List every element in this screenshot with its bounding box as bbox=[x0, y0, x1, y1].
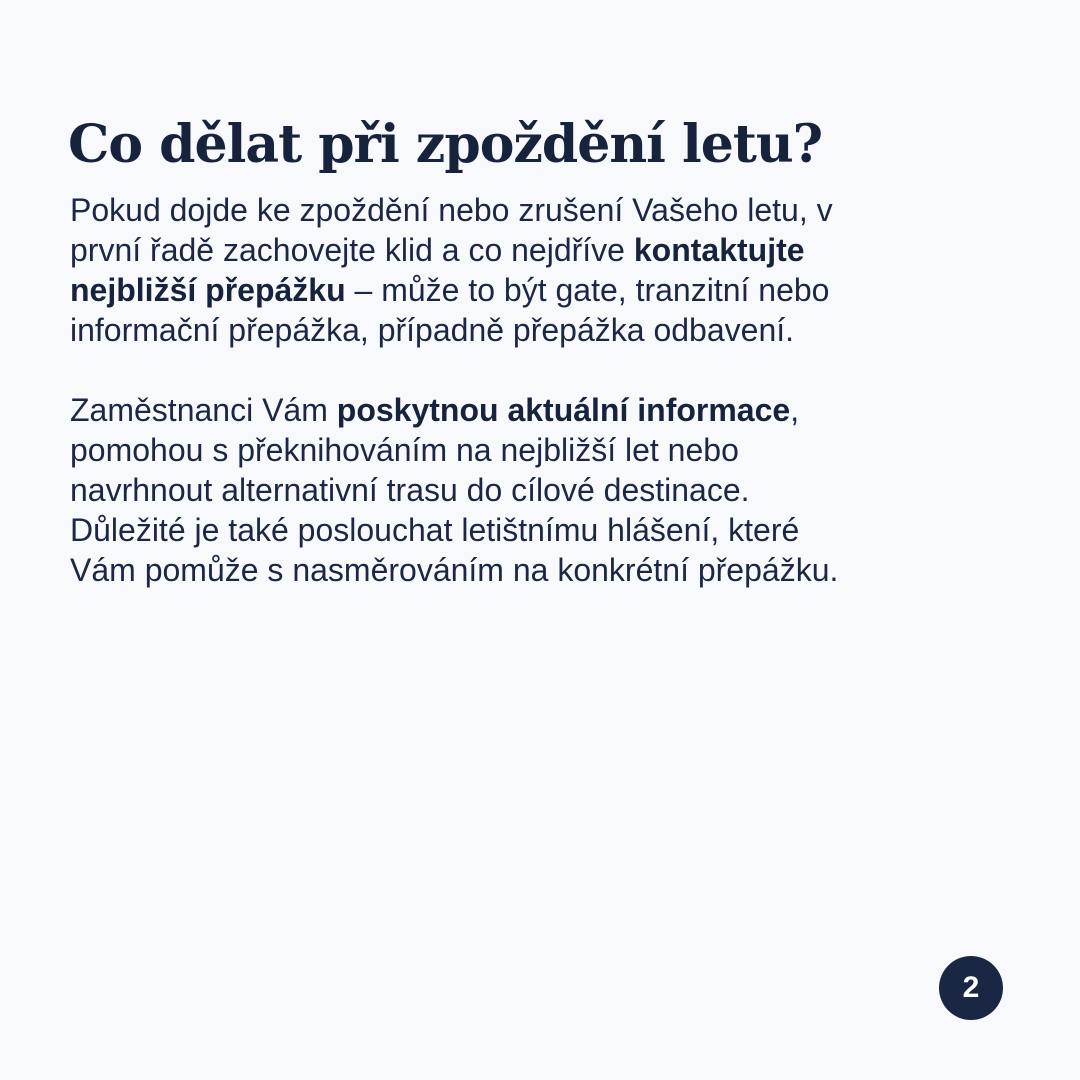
text-run: – může to být gate, tranzitní nebo bbox=[345, 272, 830, 308]
slide-body bbox=[70, 190, 970, 590]
text-run: první řadě zachovejte klid a co nejdříve bbox=[70, 232, 634, 268]
page-number: 2 bbox=[962, 971, 980, 1004]
paragraph-line bbox=[70, 550, 970, 590]
paragraph-line bbox=[70, 390, 970, 430]
text-run: informační přepážka, případně přepážka odbavení. bbox=[70, 312, 795, 348]
text-run: , bbox=[790, 392, 800, 428]
paragraph-line bbox=[70, 190, 970, 230]
emphasis-text: kontaktujte bbox=[633, 232, 805, 268]
paragraph-line bbox=[70, 230, 970, 270]
paragraph-line bbox=[70, 470, 970, 510]
text-run: Důležité je také poslouchat letištnímu hlášení, které bbox=[70, 512, 800, 548]
paragraph-line bbox=[70, 270, 970, 310]
text-run: Zaměstnanci Vám bbox=[70, 392, 337, 428]
paragraph-staff-help bbox=[70, 390, 970, 590]
emphasis-text: nejbližší přepážku bbox=[70, 272, 346, 308]
text-run: Pokud dojde ke zpoždění nebo zrušení Vašeho letu, v bbox=[70, 192, 833, 228]
text-run: pomohou s překnihováním na nejbližší let nebo bbox=[70, 432, 739, 468]
text-run: navrhnout alternativní trasu do cílové destinace. bbox=[70, 472, 750, 508]
slide-title: Co dělat při zpoždění letu? bbox=[68, 114, 823, 175]
page-number-badge bbox=[939, 956, 1003, 1020]
paragraph-contact-desk bbox=[70, 190, 970, 350]
paragraph-line bbox=[70, 310, 970, 350]
paragraph-line bbox=[70, 430, 970, 470]
emphasis-text: poskytnou aktuální informace bbox=[336, 392, 791, 428]
paragraph-line bbox=[70, 510, 970, 550]
text-run: Vám pomůže s nasměrováním na konkrétní přepážku. bbox=[70, 552, 839, 588]
